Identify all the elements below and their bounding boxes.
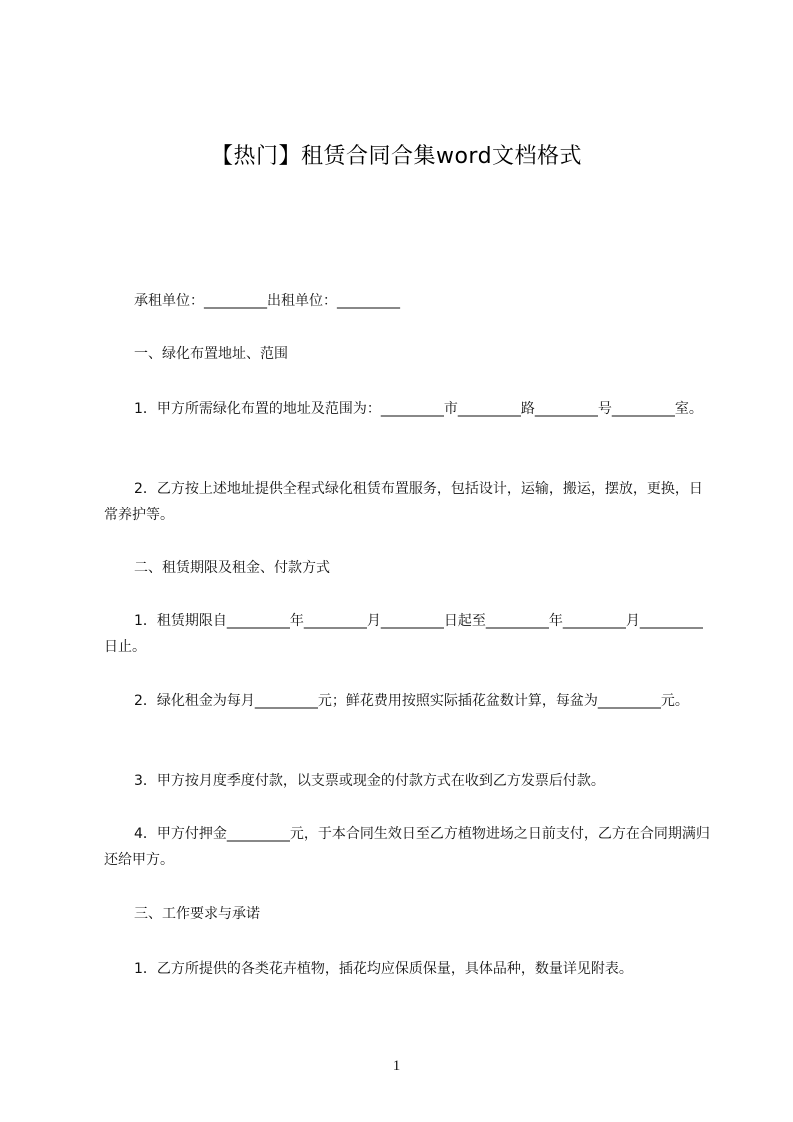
clause-3-1: 1．乙方所提供的各类花卉植物，插花均应保质保量，具体品种，数量详见附表。 <box>134 961 633 977</box>
clause-2-2: 2．绿化租金为每月_________元；鲜花费用按照实际插花盆数计算，每盆为_________元。 <box>134 693 689 709</box>
page-number: 1 <box>392 1058 401 1074</box>
parties-line: 承租单位：_________出租单位：_________ <box>134 293 400 309</box>
section-heading-1: 一、绿化布置地址、范围 <box>134 346 288 362</box>
clause-1-2: 2．乙方按上述地址提供全程式绿化租赁布置服务，包括设计，运输，搬运，摆放，更换，日常养护等。 <box>104 481 703 523</box>
document-title: 【热门】租赁合同合集word文档格式 <box>210 144 583 169</box>
clause-2-1: 1．租赁期限自_________年_________月_________日起至_________年_________月_________日止。 <box>104 613 703 655</box>
clause-2-4: 4．甲方付押金_________元，于本合同生效日至乙方植物进场之日前支付，乙方在合同期满归还给甲方。 <box>104 826 710 868</box>
clause-1-1: 1．甲方所需绿化布置的地址及范围为：_________市_________路_________号_________室。 <box>134 401 703 417</box>
section-heading-2: 二、租赁期限及租金、付款方式 <box>134 560 330 576</box>
section-heading-3: 三、工作要求与承诺 <box>134 906 260 922</box>
clause-2-3: 3．甲方按月度季度付款，以支票或现金的付款方式在收到乙方发票后付款。 <box>134 773 605 789</box>
